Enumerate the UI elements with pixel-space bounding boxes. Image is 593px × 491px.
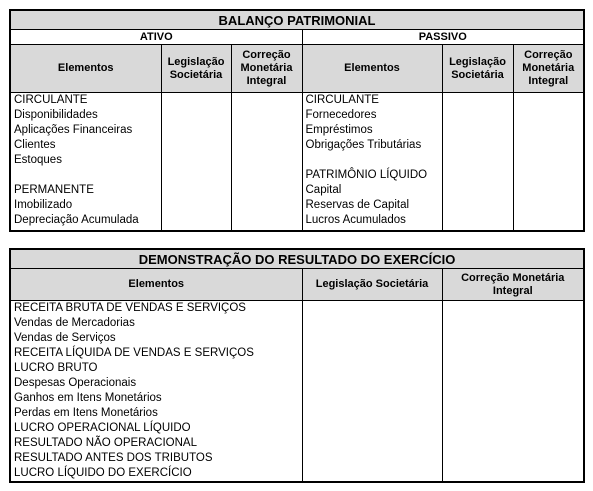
dre-item: LUCRO OPERACIONAL LÍQUIDO <box>14 422 191 434</box>
dre-item: RESULTADO NÃO OPERACIONAL <box>14 437 197 449</box>
passivo-item: Lucros Acumulados <box>305 214 406 226</box>
dre-item: RESULTADO ANTES DOS TRIBUTOS <box>14 452 213 464</box>
passivo-col-correcao: Correção Monetária Integral <box>513 45 584 93</box>
ativo-item: Aplicações Financeiras <box>14 124 133 136</box>
balanco-title: BALANÇO PATRIMONIAL <box>10 10 584 30</box>
passivo-item: Empréstimos <box>305 124 373 136</box>
ativo-col-elementos: Elementos <box>10 45 161 93</box>
dre-correcao-cell <box>442 301 584 483</box>
spacer <box>306 153 442 168</box>
ativo-elementos-list <box>10 93 161 232</box>
ativo-legislacao-cell <box>161 93 231 232</box>
dre-item: Ganhos em Itens Monetários <box>14 392 162 404</box>
ativo-item: Estoques <box>14 154 62 166</box>
passivo-circulante-heading: CIRCULANTE <box>305 94 379 106</box>
spacer <box>14 168 161 183</box>
passivo-header: PASSIVO <box>302 30 584 45</box>
ativo-item: Clientes <box>14 139 56 151</box>
balanco-patrimonial-table <box>9 9 585 232</box>
dre-col-elementos: Elementos <box>10 269 302 301</box>
dre-title: DEMONSTRAÇÃO DO RESULTADO DO EXERCÍCIO <box>10 249 584 269</box>
passivo-correcao-cell <box>513 93 584 232</box>
passivo-item: Obrigações Tributárias <box>305 139 422 151</box>
dre-item: Despesas Operacionais <box>14 377 137 389</box>
ativo-circulante-heading: CIRCULANTE <box>14 94 88 106</box>
dre-item: Perdas em Itens Monetários <box>14 407 158 419</box>
passivo-item: Capital <box>305 184 342 196</box>
passivo-pl-heading: PATRIMÔNIO LÍQUIDO <box>305 169 428 181</box>
ativo-correcao-cell <box>231 93 302 232</box>
dre-item: Vendas de Mercadorias <box>14 317 135 329</box>
dre-elementos-list <box>10 301 302 483</box>
dre-col-legislacao: Legislação Societária <box>302 269 442 301</box>
passivo-col-legislacao: Legislação Societária <box>442 45 513 93</box>
ativo-item: Imobilizado <box>14 199 73 211</box>
ativo-permanente-heading: PERMANENTE <box>14 184 94 196</box>
ativo-col-legislacao: Legislação Societária <box>161 45 231 93</box>
passivo-legislacao-cell <box>442 93 513 232</box>
dre-item: Vendas de Serviços <box>14 332 116 344</box>
dre-item: RECEITA BRUTA DE VENDAS E SERVIÇOS <box>14 302 246 314</box>
passivo-item: Reservas de Capital <box>305 199 410 211</box>
dre-col-correcao: Correção Monetária Integral <box>442 269 584 301</box>
dre-item: LUCRO LÍQUIDO DO EXERCÍCIO <box>14 467 192 479</box>
passivo-item: Fornecedores <box>305 109 377 121</box>
ativo-item: Depreciação Acumulada <box>14 214 139 226</box>
dre-item: RECEITA LÍQUIDA DE VENDAS E SERVIÇOS <box>14 347 254 359</box>
ativo-col-correcao: Correção Monetária Integral <box>231 45 302 93</box>
ativo-item: Disponibilidades <box>14 109 98 121</box>
dre-legislacao-cell <box>302 301 442 483</box>
ativo-header: ATIVO <box>10 30 302 45</box>
dre-item: LUCRO BRUTO <box>14 362 98 374</box>
passivo-col-elementos: Elementos <box>302 45 442 93</box>
passivo-elementos-list <box>302 93 442 232</box>
dre-table <box>9 248 585 483</box>
